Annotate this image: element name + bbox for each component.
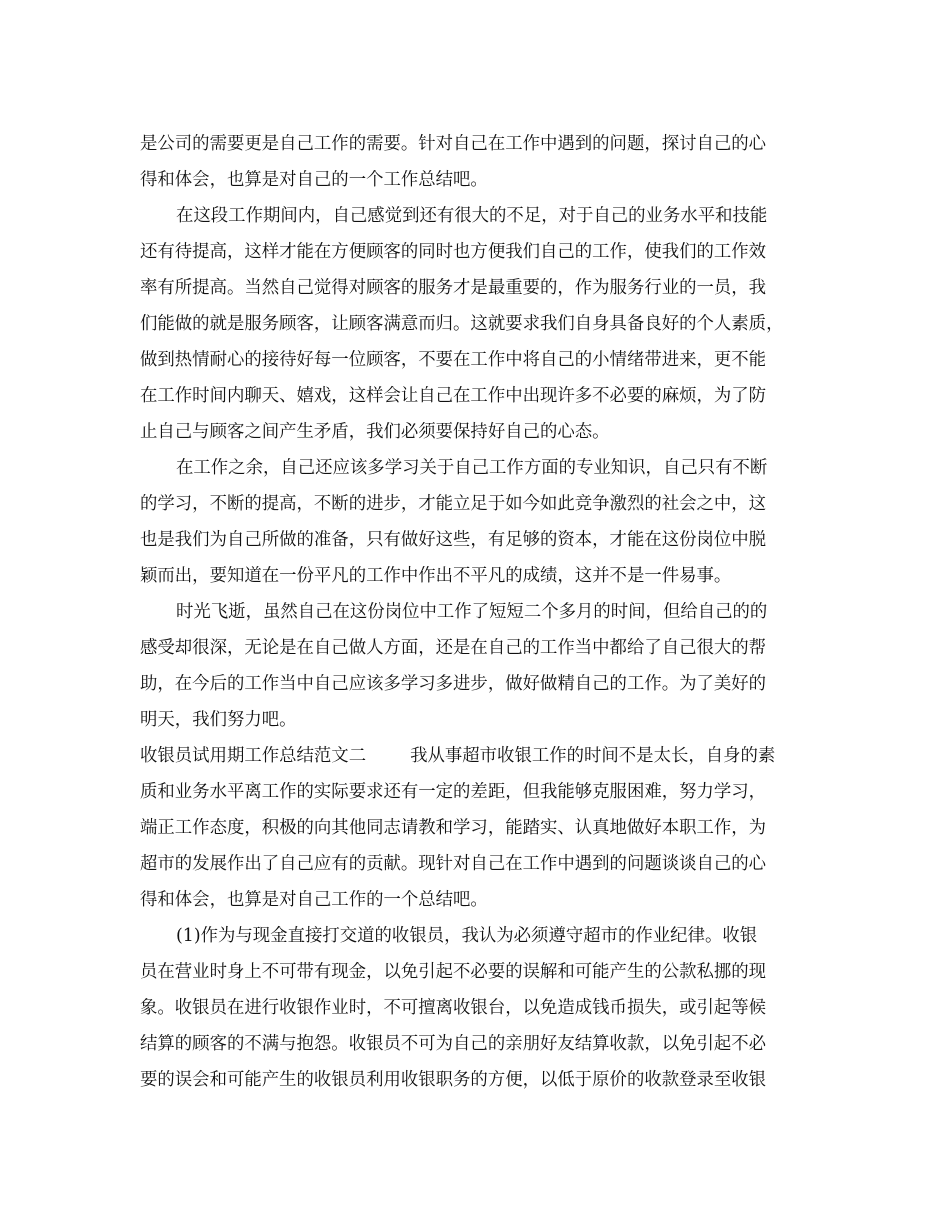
body-text bbox=[140, 126, 812, 1098]
text-line: 率有所提高。当然自己觉得对顾客的服务才是最重要的，作为服务行业的一员，我 bbox=[140, 278, 767, 298]
section-title-line bbox=[140, 738, 812, 774]
paragraph-start-line: (1)作为与现金直接打交道的收银员，我认为必须遵守超市的作业纪律。收银 bbox=[176, 926, 758, 946]
text-line: 明天，我们努力吧。 bbox=[140, 710, 297, 730]
text-line: 要的误会和可能产生的收银员利用收银职务的方便，以低于原价的收款登录至收银 bbox=[140, 1070, 767, 1090]
text-line: 颖而出，要知道在一份平凡的工作中作出不平凡的成绩，这并不是一件易事。 bbox=[140, 566, 732, 586]
text-line: 助，在今后的工作当中自己应该多学习多进步，做好做精自己的工作。为了美好的 bbox=[140, 674, 767, 694]
text-line: 感受却很深，无论是在自己做人方面，还是在自己的工作当中都给了自己很大的帮 bbox=[140, 638, 767, 658]
text-line: 们能做的就是服务顾客，让顾客满意而归。这就要求我们自身具备良好的个人素质， bbox=[140, 314, 784, 334]
text-line: 超市的发展作出了自己应有的贡献。现针对自己在工作中遇到的问题谈谈自己的心 bbox=[140, 854, 767, 874]
text-line: 员在营业时身上不可带有现金，以免引起不必要的误解和可能产生的公款私挪的现 bbox=[140, 962, 767, 982]
section-title: 收银员试用期工作总结范文二 bbox=[140, 746, 367, 766]
paragraph-start-line: 在这段工作期间内，自己感觉到还有很大的不足，对于自己的业务水平和技能 bbox=[176, 206, 768, 226]
text-line: 在工作时间内聊天、嬉戏，这样会让自己在工作中出现许多不必要的麻烦，为了防 bbox=[140, 386, 767, 406]
text-line: 质和业务水平离工作的实际要求还有一定的差距，但我能够克服困难，努力学习， bbox=[140, 782, 767, 802]
text-line: 做到热情耐心的接待好每一位顾客，不要在工作中将自己的小情绪带进来，更不能 bbox=[140, 350, 767, 370]
text-line: 得和体会，也算是对自己的一个工作总结吧。 bbox=[140, 170, 488, 190]
text-line: 的学习，不断的提高，不断的进步，才能立足于如今如此竞争激烈的社会之中，这 bbox=[140, 494, 767, 514]
text-line: 止自己与顾客之间产生矛盾，我们必须要保持好自己的心态。 bbox=[140, 422, 610, 442]
paragraph-start-line: 在工作之余，自己还应该多学习关于自己工作方面的专业知识，自己只有不断 bbox=[176, 458, 768, 478]
text-line: 端正工作态度，积极的向其他同志请教和学习，能踏实、认真地做好本职工作，为 bbox=[140, 818, 767, 838]
text-line: 结算的顾客的不满与抱怨。收银员不可为自己的亲朋好友结算收款，以免引起不必 bbox=[140, 1034, 767, 1054]
text-line: 是公司的需要更是自己工作的需要。针对自己在工作中遇到的问题，探讨自己的心 bbox=[140, 134, 767, 154]
section-first-text: 我从事超市收银工作的时间不是太长，自身的素 bbox=[410, 746, 776, 766]
text-line: 得和体会，也算是对自己工作的一个总结吧。 bbox=[140, 890, 488, 910]
text-line: 也是我们为自己所做的准备，只有做好这些，有足够的资本，才能在这份岗位中脱 bbox=[140, 530, 767, 550]
text-line: 还有待提高，这样才能在方便顾客的同时也方便我们自己的工作，使我们的工作效 bbox=[140, 242, 767, 262]
text-line: 象。收银员在进行收银作业时，不可擅离收银台，以免造成钱币损失，或引起等候 bbox=[140, 998, 767, 1018]
paragraph-start-line: 时光飞逝，虽然自己在这份岗位中工作了短短二个多月的时间，但给自己的的 bbox=[176, 602, 768, 622]
